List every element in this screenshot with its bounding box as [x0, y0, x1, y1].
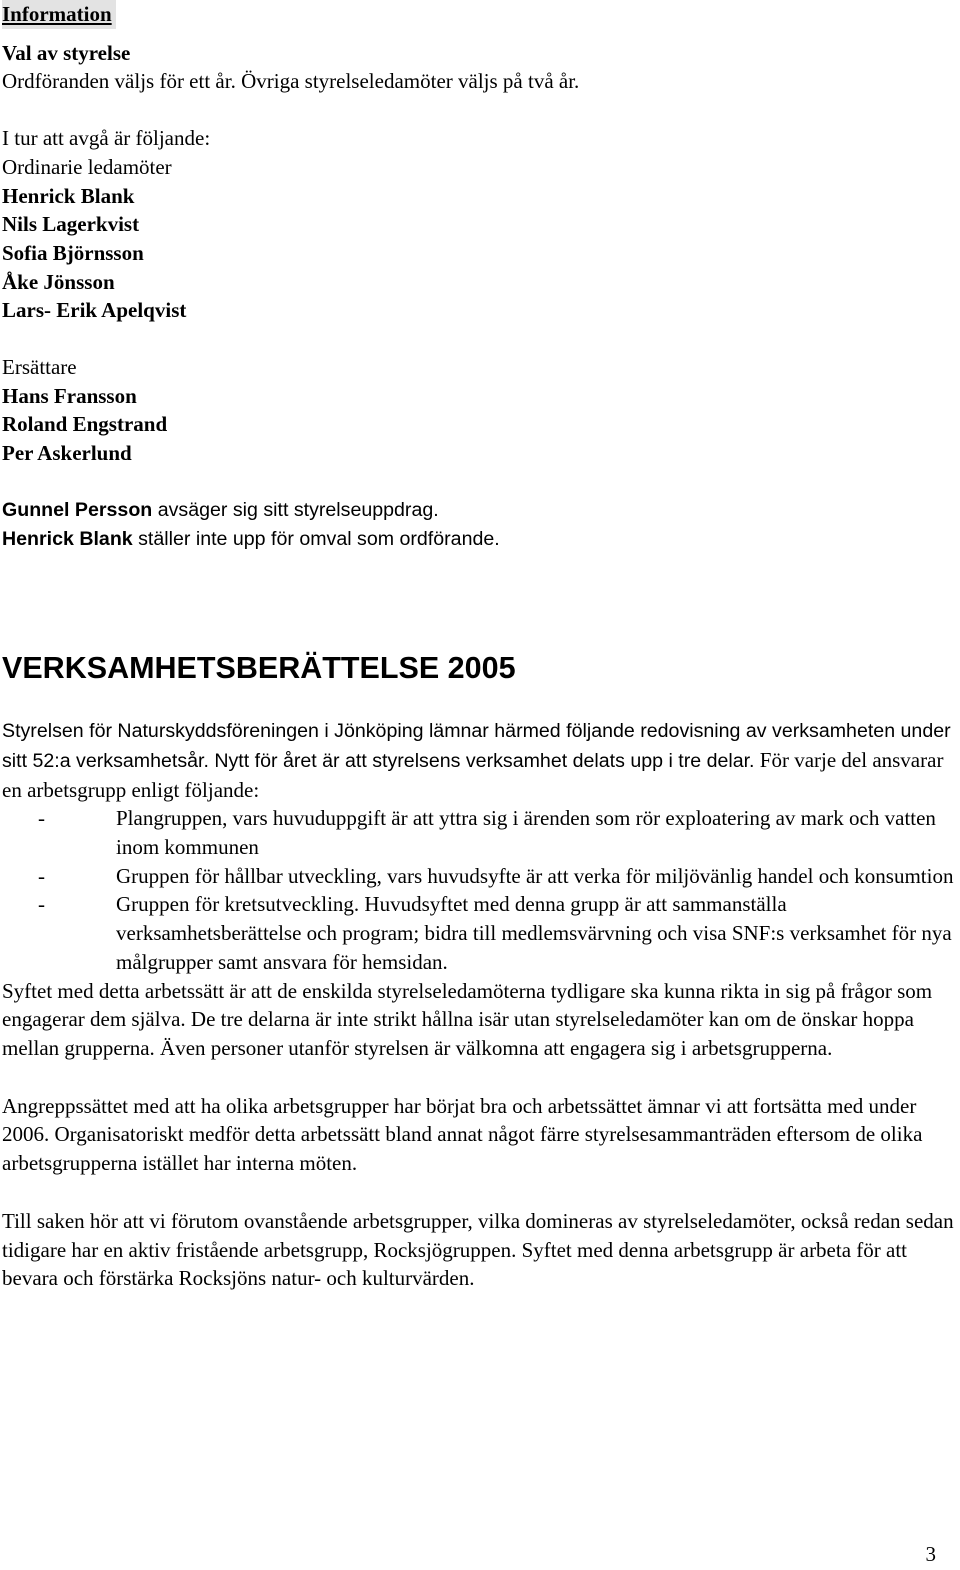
ordinary-member: Sofia Björnsson [2, 240, 144, 265]
report-intro [2, 716, 958, 804]
document-page [2, 0, 958, 1293]
ordinary-member: Henrick Blank [2, 183, 135, 208]
resignation-text: avsäger sig sitt styrelseuppdrag. [152, 498, 439, 521]
approach-paragraph: Angreppssättet med att ha olika arbetsgrupper har börjat bra och arbetssättet ämnar vi att fortsätta med under 2006. Organisatoriskt medför detta arbetssätt bland annat något färre styrelsesammanträden eftersom de olika arbetsgrupperna istället har interna möten. [2, 1093, 923, 1176]
information-heading: Information [2, 0, 116, 29]
turn-intro: I tur att avgå är följande: [2, 126, 211, 151]
list-item [2, 862, 958, 891]
substitute-member: Per Askerlund [2, 441, 132, 466]
group-text: Plangruppen, vars huvuduppgift är att yttra sig i ärenden som rör exploatering av mark och vatten inom kommunen [116, 806, 936, 860]
dash-bullet: - [38, 806, 45, 831]
group-text: Gruppen för hållbar utveckling, vars huvudsyfte är att verka för miljövänlig handel och konsumtion [116, 863, 954, 888]
ordinary-label: Ordinarie ledamöter [2, 154, 172, 179]
rocksjo-paragraph: Till saken hör att vi förutom ovanstående arbetsgrupper, vilka domineras av styrelseledamöter, också redan sedan tidigare har en aktiv fristående arbetsgrupp, Rocksjögruppen. Syftet med denna arbetsgrupp är arbeta för att bevara och förstärka Rocksjöns natur- och kulturvärden. [2, 1208, 954, 1291]
no-rerun-name: Henrick Blank [2, 527, 133, 550]
purpose-paragraph: Syftet med detta arbetssätt är att de enskilda styrelseledamöterna tydligare ska kunna rikta in sig på frågor som engagerar dem själva. De tre delarna är inte strikt hållna isär utan styrelseledamöter kan om de önskar hoppa mellan grupperna. Även personer utanför styrelsen är välkomna att engagera sig i arbetsgrupperna. [2, 978, 933, 1060]
report-title: VERKSAMHETSBERÄTTELSE 2005 [2, 651, 516, 686]
term-line: Ordföranden väljs för ett år. Övriga styrelseledamöter väljs på två år. [2, 69, 580, 94]
substitute-member: Roland Engstrand [2, 412, 168, 437]
ordinary-member: Lars- Erik Apelqvist [2, 298, 187, 323]
substitutes-label: Ersättare [2, 355, 77, 380]
ordinary-member: Nils Lagerkvist [2, 212, 140, 237]
board-election-title: Val av styrelse [2, 40, 131, 65]
no-rerun-text: ställer inte upp för omval som ordförande. [132, 527, 500, 550]
report-intro-serif: För varje del ansvarar en arbetsgrupp enligt följande: [2, 747, 944, 802]
no-rerun-line [2, 525, 958, 554]
working-groups-list [2, 804, 958, 976]
list-item [2, 804, 958, 861]
page-number: 3 [925, 1542, 936, 1566]
report-intro-sans: Styrelsen för Naturskyddsföreningen i Jönköping lämnar härmed följande redovisning av verksamheten under sitt 52:a verksamhetsår. Nytt för året är att styrelsens verksamhet delats upp i tre delar. [2, 720, 951, 772]
list-item [2, 890, 958, 976]
resignation-line [2, 496, 958, 525]
resigning-name: Gunnel Persson [2, 498, 153, 521]
dash-bullet: - [38, 892, 45, 917]
dash-bullet: - [38, 863, 45, 888]
group-text: Gruppen för kretsutveckling. Huvudsyftet med denna grupp är att sammanställa verksamhetsberättelse och program; bidra till medlemsvärvning och visa SNF:s verksamhet för nya målgrupper samt ansvara för hemsidan. [116, 892, 952, 974]
substitute-member: Hans Fransson [2, 383, 137, 408]
ordinary-member: Åke Jönsson [2, 269, 115, 294]
